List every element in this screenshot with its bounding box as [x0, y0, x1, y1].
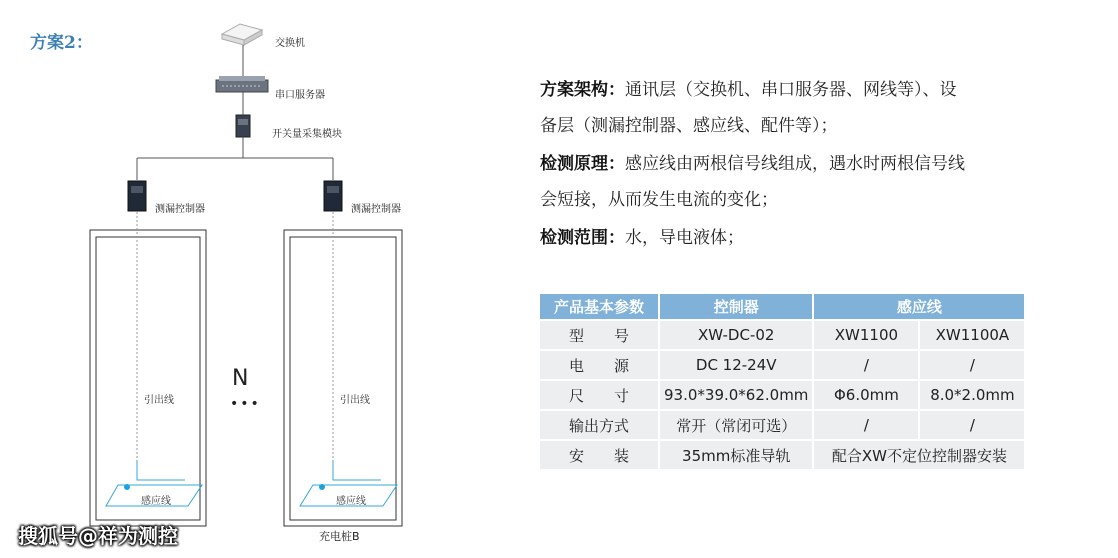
- spec-cell: DC 12-24V: [659, 350, 813, 380]
- table-row: [539, 350, 1025, 380]
- range-paragraph: [540, 220, 1020, 256]
- topology-diagram: [0, 0, 520, 558]
- switch-icon: [222, 24, 262, 45]
- spec-cell: 电 源: [539, 350, 659, 380]
- controller-left-icon: [128, 181, 146, 211]
- sensor-right-label: 感应线: [336, 496, 366, 507]
- spec-cell: Φ6.0mm: [813, 380, 919, 410]
- table-row: [539, 380, 1025, 410]
- range-text: 水，导电液体；: [625, 228, 744, 248]
- watermark: 搜狐号@祥为测控: [18, 524, 178, 548]
- architecture-text-2: 备层（测漏控制器、感应线、配件等）；: [540, 116, 838, 136]
- spec-cell: 型 号: [539, 320, 659, 350]
- spec-cell: /: [813, 410, 919, 440]
- n-dots: •••: [230, 396, 261, 412]
- spec-header-params: 产品基本参数: [539, 293, 659, 320]
- serial-server-label: 串口服务器: [275, 90, 325, 101]
- lead-wire-right-label: 引出线: [340, 395, 370, 406]
- spec-cell: 安 装: [539, 440, 659, 470]
- io-module-label: 开关量采集模块: [272, 129, 342, 140]
- table-row: [539, 410, 1025, 440]
- spec-cell: 常开（常闭可选）: [659, 410, 813, 440]
- architecture-text-1: 通讯层（交换机、串口服务器、网线等）、设: [625, 80, 957, 100]
- io-module-icon: [236, 115, 250, 137]
- lead-wire-left-label: 引出线: [144, 395, 174, 406]
- table-row: [539, 320, 1025, 350]
- spec-header-sensor: 感应线: [813, 293, 1025, 320]
- spec-cell: 35mm标准导轨: [659, 440, 813, 470]
- principle-paragraph: [540, 146, 1020, 218]
- pile-b-outer: [284, 230, 402, 526]
- spec-header-controller: 控制器: [659, 293, 813, 320]
- range-label: 检测范围：: [540, 228, 625, 248]
- pile-b-label: 充电桩B: [319, 530, 360, 543]
- principle-text-2: 会短接，从而发生电流的变化；: [540, 190, 778, 210]
- switch-label: 交换机: [275, 38, 305, 49]
- spec-cell: 93.0*39.0*62.0mm: [659, 380, 813, 410]
- pile-a-outer: [90, 230, 206, 526]
- principle-label: 检测原理：: [540, 154, 625, 174]
- controller-left-label: 测漏控制器: [155, 204, 205, 215]
- controller-right-icon: [324, 181, 342, 211]
- architecture-paragraph: [540, 72, 1020, 144]
- spec-cell: XW1100: [813, 320, 919, 350]
- architecture-line-1: [540, 72, 1020, 108]
- spec-cell: XW1100A: [919, 320, 1025, 350]
- controller-right-label: 测漏控制器: [351, 204, 401, 215]
- spec-cell: 输出方式: [539, 410, 659, 440]
- range-line: [540, 220, 1020, 256]
- spec-cell: /: [919, 410, 1025, 440]
- spec-cell: 尺 寸: [539, 380, 659, 410]
- architecture-label: 方案架构：: [540, 80, 625, 100]
- spec-table-header-row: [539, 293, 1025, 320]
- table-row: [539, 440, 1025, 470]
- principle-line-1: [540, 146, 1020, 182]
- n-count-label: N: [232, 366, 249, 391]
- serial-server-icon: [216, 76, 268, 92]
- spec-cell: /: [919, 350, 1025, 380]
- spec-cell: /: [813, 350, 919, 380]
- spec-cell: 配合XW不定位控制器安装: [813, 440, 1025, 470]
- scheme-title: 方案2：: [30, 33, 93, 53]
- spec-table: [538, 292, 1026, 471]
- principle-text-1: 感应线由两根信号线组成，遇水时两根信号线: [625, 154, 965, 174]
- spec-cell: XW-DC-02: [659, 320, 813, 350]
- sensor-left-label: 感应线: [141, 496, 171, 507]
- spec-cell: 8.0*2.0mm: [919, 380, 1025, 410]
